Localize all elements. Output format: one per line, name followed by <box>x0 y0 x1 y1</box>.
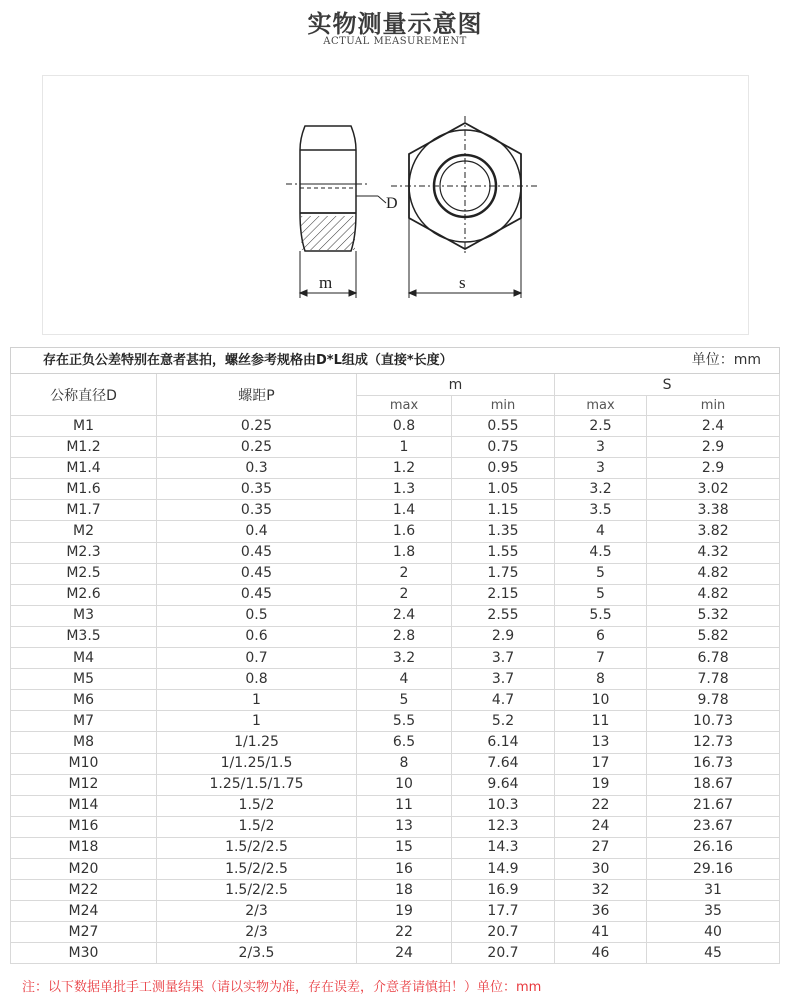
cell-s-min: 26.16 <box>647 837 780 858</box>
header-s: S <box>555 374 780 396</box>
cell-s-min: 45 <box>647 943 780 964</box>
cell-m-min: 14.3 <box>452 837 555 858</box>
cell-pitch: 1.25/1.5/1.75 <box>157 774 357 795</box>
header-diameter: 公称直径D <box>11 374 157 416</box>
cell-pitch: 1.5/2/2.5 <box>157 837 357 858</box>
cell-m-max: 19 <box>357 901 452 922</box>
footer-note: 注：以下数据单批手工测量结果（请以实物为准，存在误差，介意者请慎拍！）单位：mm <box>22 980 542 995</box>
cell-pitch: 0.7 <box>157 648 357 669</box>
cell-m-max: 2 <box>357 563 452 584</box>
cell-m-min: 16.9 <box>452 880 555 901</box>
cell-s-max: 41 <box>555 922 647 943</box>
cell-s-min: 31 <box>647 880 780 901</box>
cell-pitch: 2/3 <box>157 922 357 943</box>
table-row <box>11 584 780 605</box>
cell-pitch: 1.5/2 <box>157 795 357 816</box>
cell-diameter: M27 <box>11 922 157 943</box>
table-row <box>11 437 780 458</box>
cell-diameter: M2 <box>11 521 157 542</box>
cell-diameter: M7 <box>11 711 157 732</box>
cell-m-min: 7.64 <box>452 753 555 774</box>
cell-diameter: M2.6 <box>11 584 157 605</box>
cell-m-max: 0.8 <box>357 416 452 437</box>
cell-m-min: 3.7 <box>452 648 555 669</box>
cell-pitch: 0.8 <box>157 669 357 690</box>
table-row <box>11 943 780 964</box>
cell-s-max: 24 <box>555 816 647 837</box>
cell-s-max: 13 <box>555 732 647 753</box>
label-s: s <box>459 273 466 292</box>
cell-s-min: 6.78 <box>647 648 780 669</box>
cell-s-max: 36 <box>555 901 647 922</box>
nut-side-view <box>286 126 386 251</box>
cell-m-min: 0.95 <box>452 458 555 479</box>
cell-diameter: M16 <box>11 816 157 837</box>
table-note-cell <box>11 348 780 374</box>
header-pitch: 螺距P <box>157 374 357 416</box>
cell-m-max: 5.5 <box>357 711 452 732</box>
cell-diameter: M1.4 <box>11 458 157 479</box>
cell-m-min: 1.35 <box>452 521 555 542</box>
cell-m-max: 1.6 <box>357 521 452 542</box>
cell-diameter: M2.5 <box>11 563 157 584</box>
cell-s-min: 2.4 <box>647 416 780 437</box>
cell-diameter: M12 <box>11 774 157 795</box>
spec-table-body <box>11 416 780 964</box>
cell-pitch: 0.4 <box>157 521 357 542</box>
cell-m-max: 13 <box>357 816 452 837</box>
table-row <box>11 690 780 711</box>
cell-m-min: 20.7 <box>452 943 555 964</box>
cell-m-min: 20.7 <box>452 922 555 943</box>
table-row <box>11 922 780 943</box>
header-s-min: min <box>647 396 780 416</box>
header-m-max: max <box>357 396 452 416</box>
cell-s-max: 17 <box>555 753 647 774</box>
table-row <box>11 732 780 753</box>
cell-pitch: 1/1.25 <box>157 732 357 753</box>
cell-m-min: 2.55 <box>452 605 555 626</box>
cell-m-max: 1.2 <box>357 458 452 479</box>
cell-diameter: M5 <box>11 669 157 690</box>
cell-m-max: 22 <box>357 922 452 943</box>
cell-s-max: 3.5 <box>555 500 647 521</box>
cell-s-min: 4.32 <box>647 542 780 563</box>
cell-m-max: 2.8 <box>357 626 452 647</box>
table-row <box>11 753 780 774</box>
cell-s-max: 4 <box>555 521 647 542</box>
cell-m-min: 3.7 <box>452 669 555 690</box>
cell-m-min: 1.05 <box>452 479 555 500</box>
cell-m-min: 9.64 <box>452 774 555 795</box>
table-row <box>11 669 780 690</box>
cell-diameter: M3 <box>11 605 157 626</box>
cell-pitch: 1/1.25/1.5 <box>157 753 357 774</box>
label-m: m <box>319 273 333 292</box>
cell-diameter: M1.6 <box>11 479 157 500</box>
cell-m-min: 6.14 <box>452 732 555 753</box>
cell-diameter: M18 <box>11 837 157 858</box>
cell-s-max: 2.5 <box>555 416 647 437</box>
cell-s-max: 46 <box>555 943 647 964</box>
cell-s-min: 4.82 <box>647 584 780 605</box>
cell-diameter: M6 <box>11 690 157 711</box>
cell-s-max: 5.5 <box>555 605 647 626</box>
cell-m-max: 15 <box>357 837 452 858</box>
cell-s-max: 7 <box>555 648 647 669</box>
cell-s-min: 18.67 <box>647 774 780 795</box>
cell-s-min: 2.9 <box>647 458 780 479</box>
cell-s-max: 19 <box>555 774 647 795</box>
cell-m-max: 4 <box>357 669 452 690</box>
cell-s-min: 5.82 <box>647 626 780 647</box>
cell-s-max: 6 <box>555 626 647 647</box>
cell-s-max: 30 <box>555 858 647 879</box>
cell-s-min: 7.78 <box>647 669 780 690</box>
cell-pitch: 1 <box>157 711 357 732</box>
cell-diameter: M10 <box>11 753 157 774</box>
table-unit: 单位：mm <box>691 352 762 368</box>
cell-s-min: 35 <box>647 901 780 922</box>
cell-pitch: 1.5/2/2.5 <box>157 880 357 901</box>
cell-pitch: 1.5/2/2.5 <box>157 858 357 879</box>
cell-s-min: 5.32 <box>647 605 780 626</box>
table-row <box>11 626 780 647</box>
cell-pitch: 1.5/2 <box>157 816 357 837</box>
cell-m-min: 0.75 <box>452 437 555 458</box>
cell-pitch: 0.45 <box>157 584 357 605</box>
cell-m-min: 1.15 <box>452 500 555 521</box>
header-m-min: min <box>452 396 555 416</box>
cell-m-min: 12.3 <box>452 816 555 837</box>
table-row <box>11 416 780 437</box>
cell-pitch: 0.6 <box>157 626 357 647</box>
cell-diameter: M14 <box>11 795 157 816</box>
cell-s-min: 4.82 <box>647 563 780 584</box>
table-note: 存在正负公差特别在意者甚拍，螺丝参考规格由D*L组成（直接*长度） <box>43 353 453 368</box>
cell-s-max: 5 <box>555 584 647 605</box>
nut-diagram <box>42 75 749 335</box>
cell-diameter: M4 <box>11 648 157 669</box>
cell-diameter: M1.2 <box>11 437 157 458</box>
cell-s-min: 10.73 <box>647 711 780 732</box>
cell-m-min: 14.9 <box>452 858 555 879</box>
cell-m-max: 3.2 <box>357 648 452 669</box>
table-row <box>11 858 780 879</box>
cell-pitch: 0.45 <box>157 542 357 563</box>
cell-s-min: 29.16 <box>647 858 780 879</box>
cell-s-min: 40 <box>647 922 780 943</box>
cell-diameter: M2.3 <box>11 542 157 563</box>
cell-diameter: M1 <box>11 416 157 437</box>
cell-diameter: M8 <box>11 732 157 753</box>
cell-s-min: 3.02 <box>647 479 780 500</box>
cell-m-max: 24 <box>357 943 452 964</box>
cell-pitch: 2/3 <box>157 901 357 922</box>
header-s-max: max <box>555 396 647 416</box>
table-row <box>11 880 780 901</box>
cell-s-min: 9.78 <box>647 690 780 711</box>
spec-table <box>10 347 780 964</box>
cell-diameter: M1.7 <box>11 500 157 521</box>
cell-m-min: 4.7 <box>452 690 555 711</box>
cell-pitch: 2/3.5 <box>157 943 357 964</box>
cell-m-min: 2.9 <box>452 626 555 647</box>
cell-s-max: 8 <box>555 669 647 690</box>
table-row <box>11 711 780 732</box>
cell-m-max: 11 <box>357 795 452 816</box>
cell-m-max: 1.8 <box>357 542 452 563</box>
cell-m-max: 2 <box>357 584 452 605</box>
cell-m-max: 5 <box>357 690 452 711</box>
header-m: m <box>357 374 555 396</box>
cell-diameter: M30 <box>11 943 157 964</box>
cell-s-max: 3 <box>555 458 647 479</box>
cell-m-max: 10 <box>357 774 452 795</box>
table-row <box>11 542 780 563</box>
cell-m-min: 5.2 <box>452 711 555 732</box>
cell-s-max: 5 <box>555 563 647 584</box>
cell-s-min: 16.73 <box>647 753 780 774</box>
cell-m-min: 1.75 <box>452 563 555 584</box>
cell-m-min: 2.15 <box>452 584 555 605</box>
table-row <box>11 837 780 858</box>
cell-m-min: 1.55 <box>452 542 555 563</box>
cell-s-max: 22 <box>555 795 647 816</box>
table-row <box>11 648 780 669</box>
cell-pitch: 0.45 <box>157 563 357 584</box>
cell-pitch: 0.35 <box>157 500 357 521</box>
page-title: 实物测量示意图 <box>307 10 483 38</box>
cell-s-max: 4.5 <box>555 542 647 563</box>
cell-diameter: M3.5 <box>11 626 157 647</box>
cell-s-min: 23.67 <box>647 816 780 837</box>
table-row <box>11 816 780 837</box>
cell-m-max: 1.4 <box>357 500 452 521</box>
cell-m-max: 1.3 <box>357 479 452 500</box>
table-row <box>11 479 780 500</box>
table-row <box>11 500 780 521</box>
cell-m-min: 0.55 <box>452 416 555 437</box>
table-row <box>11 795 780 816</box>
cell-s-max: 27 <box>555 837 647 858</box>
cell-pitch: 0.35 <box>157 479 357 500</box>
cell-s-max: 32 <box>555 880 647 901</box>
cell-m-max: 1 <box>357 437 452 458</box>
cell-pitch: 0.5 <box>157 605 357 626</box>
cell-diameter: M22 <box>11 880 157 901</box>
table-row <box>11 774 780 795</box>
cell-m-max: 6.5 <box>357 732 452 753</box>
cell-m-min: 17.7 <box>452 901 555 922</box>
cell-pitch: 0.25 <box>157 416 357 437</box>
nut-front-view <box>391 116 539 256</box>
cell-m-max: 16 <box>357 858 452 879</box>
cell-m-min: 10.3 <box>452 795 555 816</box>
cell-diameter: M20 <box>11 858 157 879</box>
nut-drawing <box>43 76 750 336</box>
cell-pitch: 0.3 <box>157 458 357 479</box>
cell-s-min: 3.38 <box>647 500 780 521</box>
table-row <box>11 521 780 542</box>
cell-m-max: 8 <box>357 753 452 774</box>
cell-m-max: 18 <box>357 880 452 901</box>
cell-pitch: 0.25 <box>157 437 357 458</box>
cell-s-min: 2.9 <box>647 437 780 458</box>
cell-m-max: 2.4 <box>357 605 452 626</box>
table-row <box>11 901 780 922</box>
cell-s-max: 10 <box>555 690 647 711</box>
cell-s-max: 11 <box>555 711 647 732</box>
table-row <box>11 563 780 584</box>
cell-pitch: 1 <box>157 690 357 711</box>
table-row <box>11 605 780 626</box>
page-subtitle: ACTUAL MEASUREMENT <box>323 36 467 47</box>
cell-s-min: 21.67 <box>647 795 780 816</box>
cell-s-max: 3.2 <box>555 479 647 500</box>
cell-diameter: M24 <box>11 901 157 922</box>
cell-s-min: 12.73 <box>647 732 780 753</box>
table-row <box>11 458 780 479</box>
cell-s-max: 3 <box>555 437 647 458</box>
label-d: D <box>386 195 398 212</box>
cell-s-min: 3.82 <box>647 521 780 542</box>
